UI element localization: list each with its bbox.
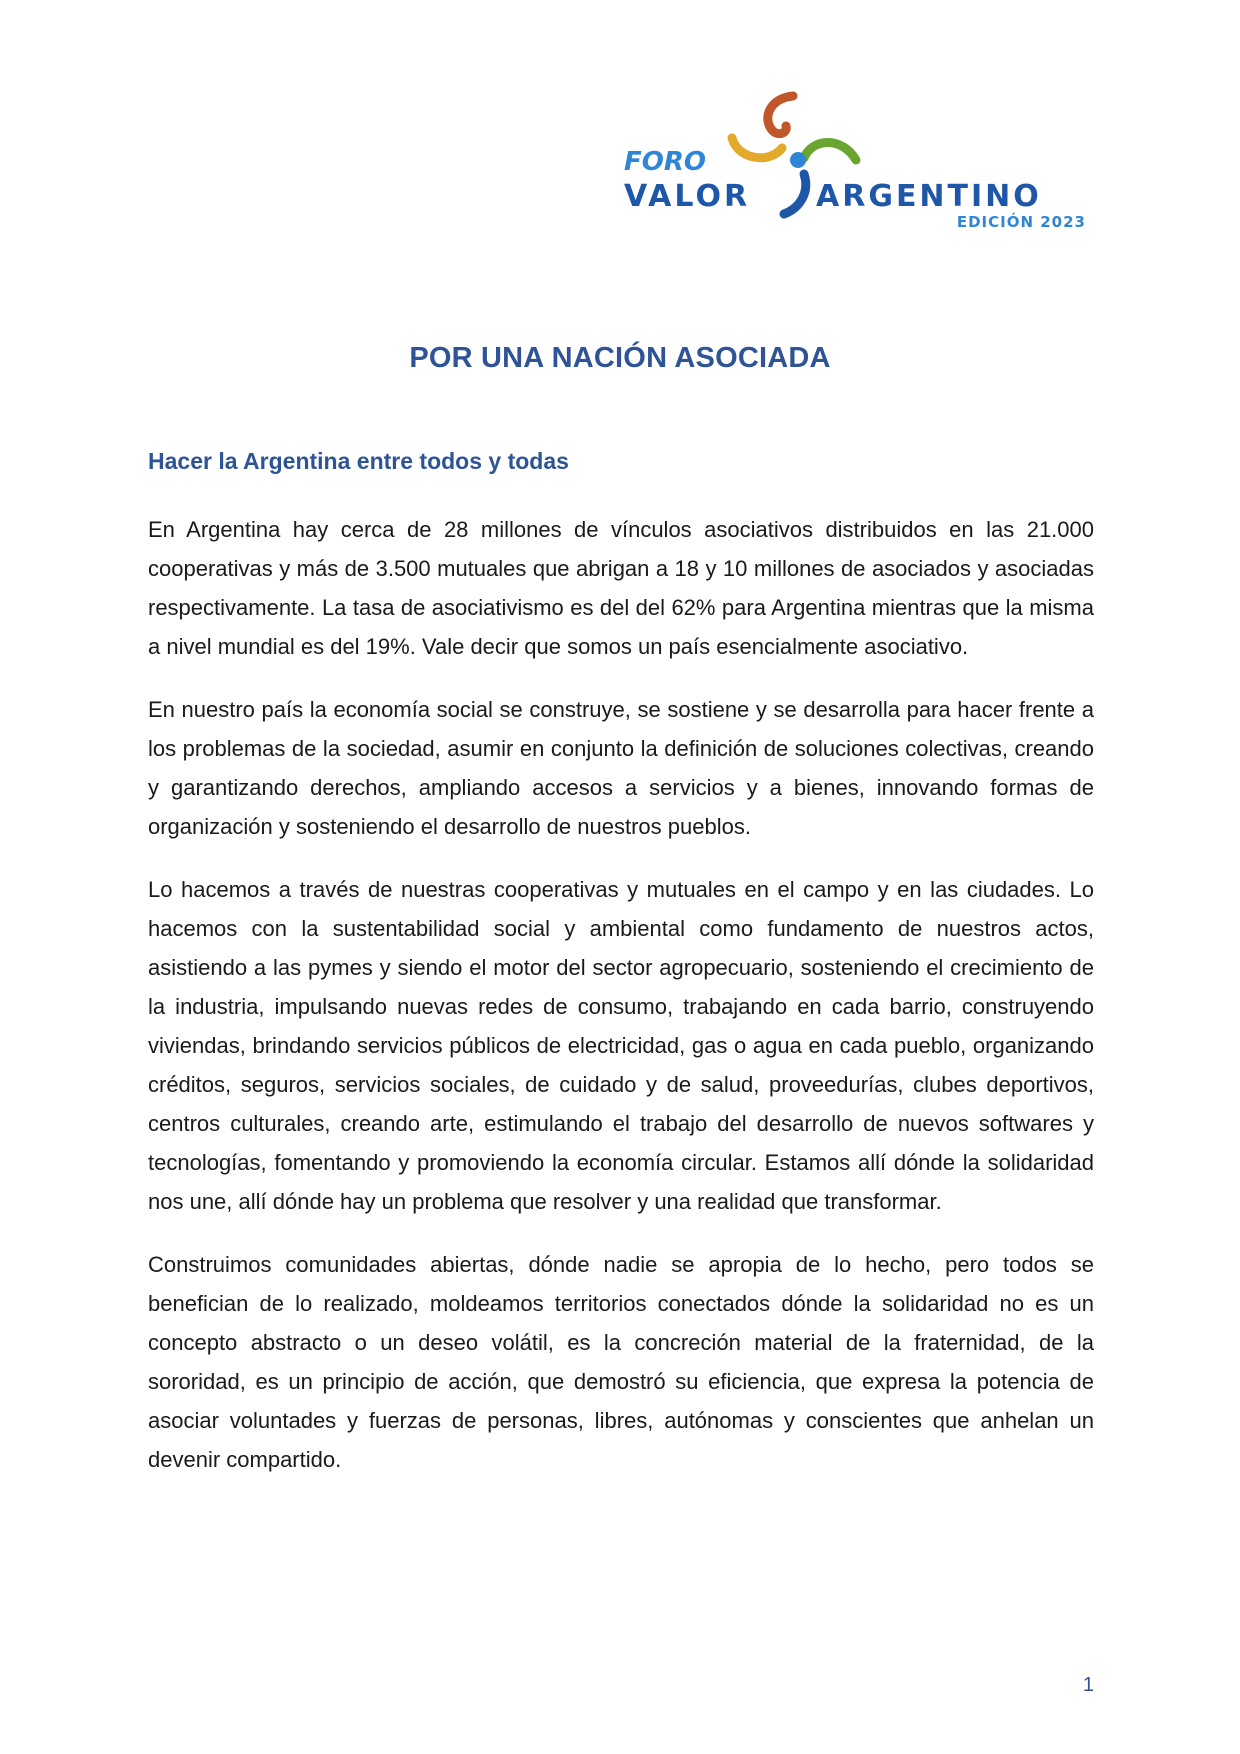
blue-dot-icon (790, 152, 806, 168)
logo-argentino-text: ARGENTINO (816, 179, 1042, 214)
paragraph-2: En nuestro país la economía social se construye, se sostiene y se desarrolla para hacer frente a los problemas de la sociedad, asumir en conjunto la definición de soluciones colectivas, creando y garantizando derechos, ampliando accesos a servicios y a bienes, innovando formas de organización y sosteniendo el desarrollo de nuestros pueblos. (148, 697, 1094, 839)
logo-valor-text: VALOR (624, 179, 751, 214)
orange-swirl-icon (768, 96, 793, 134)
document-title: POR UNA NACIÓN ASOCIADA (409, 342, 831, 374)
foro-valor-argentino-logo (620, 88, 1090, 248)
yellow-swirl-icon (732, 138, 782, 158)
green-swirl-icon (804, 143, 856, 161)
paragraph-4: Construimos comunidades abiertas, dónde nadie se apropia de lo hecho, pero todos se benefician de lo realizado, moldeamos territorios conectados dónde la solidaridad no es un concepto abstracto o un deseo volátil, es la concreción material de la fraternidad, de la sororidad, es un principio de acción, que demostró su eficiencia, que expresa la potencia de asociar voluntades y fuerzas de personas, libres, autónomas y conscientes que anhelan un devenir compartido. (148, 1252, 1094, 1472)
paragraph-3: Lo hacemos a través de nuestras cooperativas y mutuales en el campo y en las ciudades. Lo hacemos con la sustentabilidad social y ambiental como fundamento de nuestros actos, asistiendo a las pymes y siendo el motor del sector agropecuario, sosteniendo el crecimiento de la industria, impulsando nuevas redes de consumo, trabajando en cada barrio, construyendo viviendas, brindando servicios públicos de electricidad, gas o agua en cada pueblo, organizando créditos, seguros, servicios sociales, de cuidado y de salud, proveedurías, clubes deportivos, centros culturales, creando arte, estimulando el trabajo del desarrollo de nuevos softwares y tecnologías, fomentando y promoviendo la economía circular. Estamos allí dónde la solidaridad nos une, allí dónde hay un problema que resolver y una realidad que transformar. (148, 877, 1094, 1214)
document-body (148, 510, 1094, 1503)
logo-edition-text: EDICIÓN 2023 (956, 213, 1086, 231)
paragraph-1: En Argentina hay cerca de 28 millones de vínculos asociativos distribuidos en las 21.000 cooperativas y más de 3.500 mutuales que abrigan a 18 y 10 millones de asociados y asociadas respectivamente. La tasa de asociativismo es del del 62% para Argentina mientras que la misma a nivel mundial es del 19%. Vale decir que somos un país esencialmente asociativo. (148, 517, 1094, 659)
blue-comma-icon (784, 174, 806, 214)
logo-graphic (620, 88, 1090, 248)
logo-foro-text: FORO (624, 147, 706, 177)
section-heading: Hacer la Argentina entre todos y todas (148, 448, 569, 474)
page-number: 1 (1082, 1674, 1094, 1696)
